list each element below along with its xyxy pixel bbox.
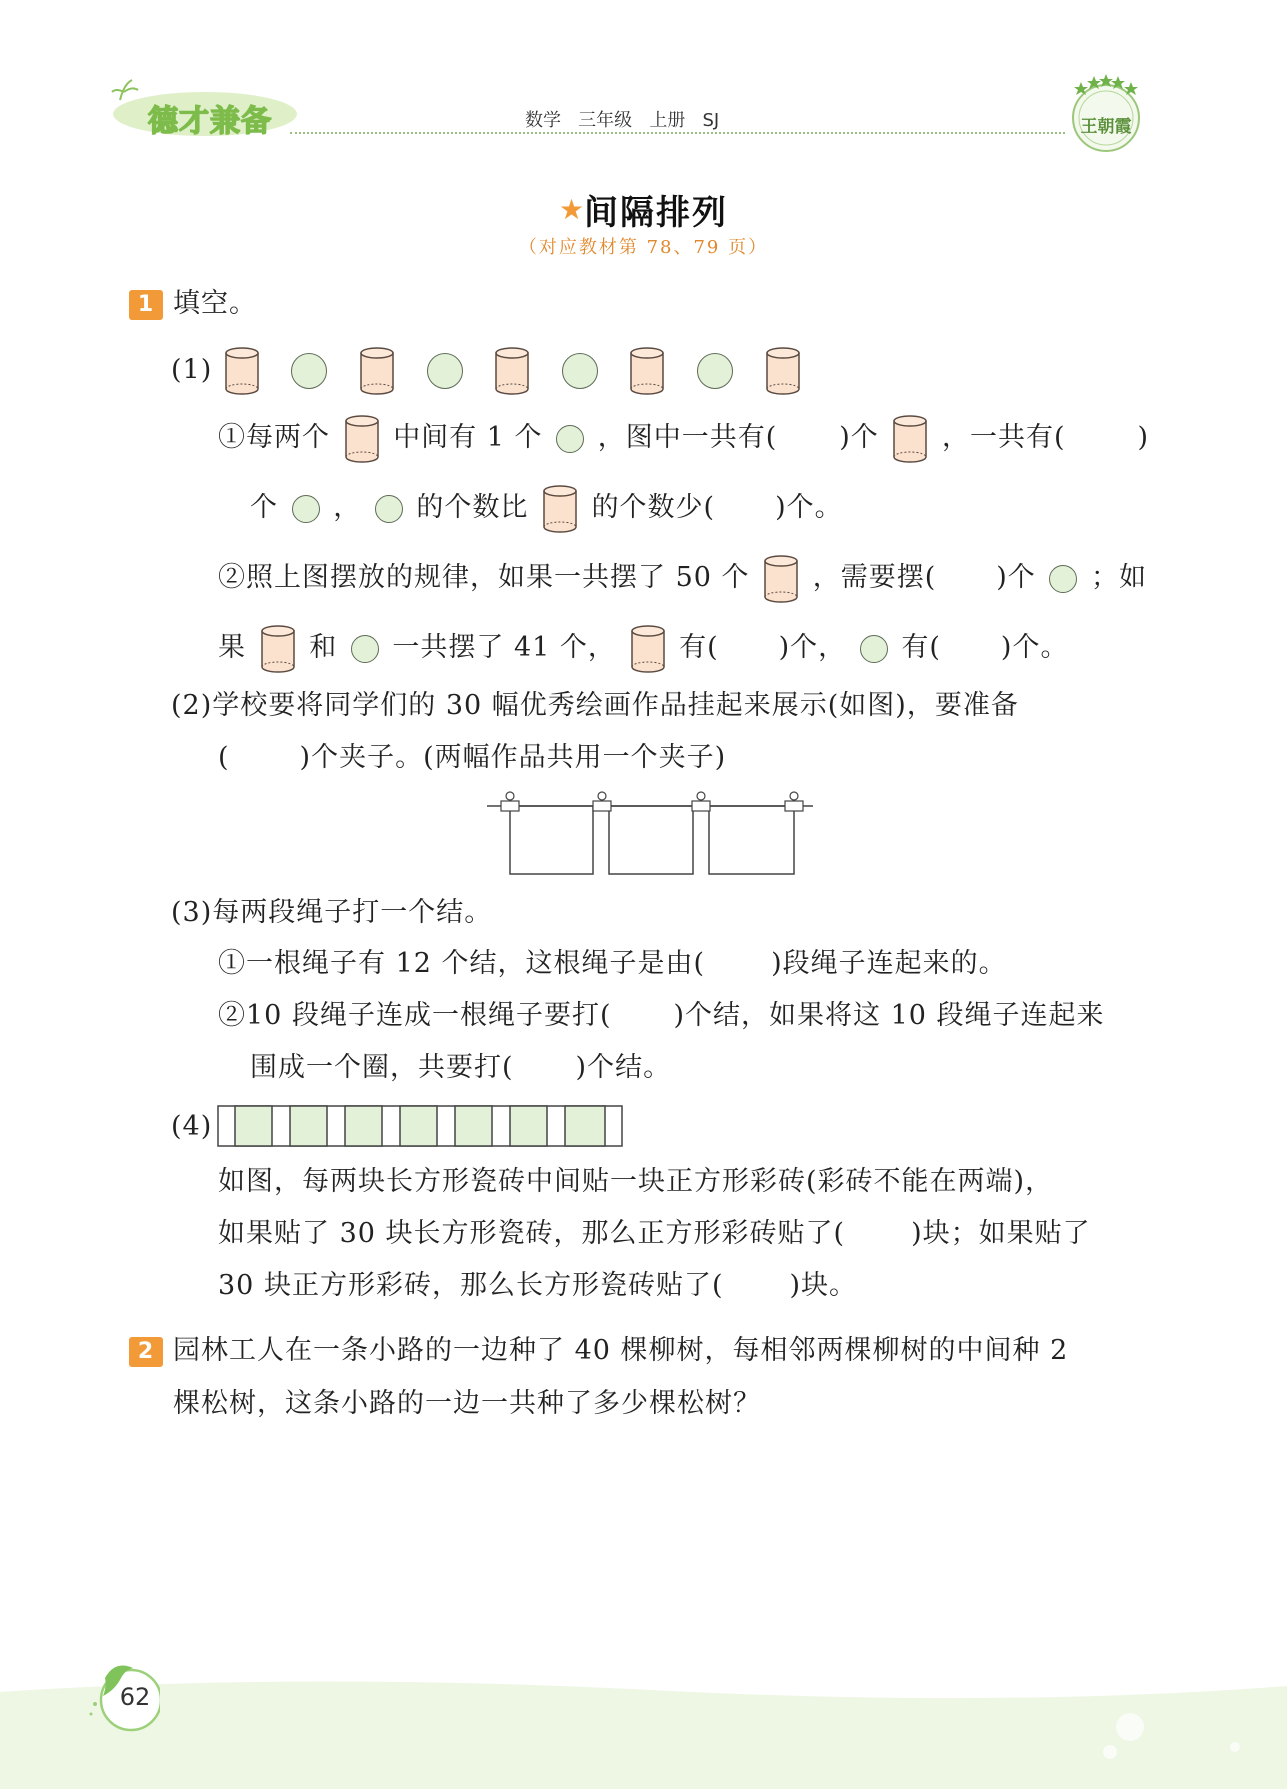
text-segment: )块。	[789, 1270, 858, 1301]
text-segment: 如果贴了 30 块长方形瓷砖，那么正方形彩砖贴了(	[218, 1218, 846, 1249]
page-subtitle: （对应教材第 78、79 页）	[518, 237, 769, 258]
text-segment: ②照上图摆放的规律，如果一共摆了 50 个	[218, 562, 750, 593]
text-segment: )个结。	[575, 1052, 672, 1083]
cylinder-icon	[763, 555, 799, 603]
cylinder-icon	[494, 347, 530, 395]
text-segment: 一共摆了 41 个，	[392, 632, 616, 663]
page-number: 62	[119, 1683, 151, 1711]
text-segment: 有(	[679, 632, 719, 663]
circle-icon	[291, 353, 327, 389]
q1-heading	[129, 284, 257, 324]
seal-text: 王朝霞	[1080, 117, 1132, 137]
q1-p3-a	[218, 944, 1007, 984]
circle-icon	[351, 635, 379, 663]
text-segment: 有(	[901, 632, 941, 663]
text-segment: )	[1137, 422, 1150, 453]
text-segment: 中间有 1 个	[393, 422, 543, 453]
text-segment: 和	[309, 632, 338, 663]
q1-p4-line1: 如图，每两块长方形瓷砖中间贴一块正方形彩砖(彩砖不能在两端)，	[218, 1166, 1054, 1197]
cylinder-icon	[224, 347, 260, 395]
circle-icon	[556, 425, 584, 453]
text-segment: )段绳子连起来的。	[771, 948, 1007, 979]
text-segment: ①每两个	[218, 422, 330, 453]
brand-title: 德才兼备	[148, 104, 272, 139]
q1-p1-b-line2	[218, 623, 1068, 673]
q1-p3-b-line1	[218, 996, 1105, 1036]
q2-line2: 棵松树，这条小路的一边一共种了多少棵松树？	[173, 1388, 761, 1419]
cylinder-icon	[542, 485, 578, 533]
text-segment: )个。	[1000, 632, 1069, 663]
text-segment: ，需要摆(	[812, 562, 937, 593]
q2-number: 2	[129, 1337, 163, 1367]
cylinder-icon	[765, 347, 801, 395]
star-icon: ★	[558, 193, 585, 226]
text-segment: )个夹子。(两幅作品共用一个夹子)	[299, 742, 727, 773]
page-title: 间隔排列	[584, 193, 729, 233]
q1-p2-line1: (2)学校要将同学们的 30 幅优秀绘画作品挂起来展示(如图)，要准备	[171, 690, 1019, 721]
circle-icon	[375, 495, 403, 523]
circle-icon	[860, 635, 888, 663]
cylinder-icon	[344, 415, 380, 463]
text-segment: 个	[250, 492, 278, 523]
subject-line: 数学 三年级 上册 SJ	[525, 110, 720, 131]
text-segment: ，	[333, 492, 362, 523]
q1-p3-b-line2	[250, 1048, 671, 1088]
circle-icon	[427, 353, 463, 389]
q1-p1-b-line1	[218, 553, 1147, 603]
q1-p1-sequence	[171, 345, 805, 395]
q2-line1	[129, 1331, 1068, 1371]
header	[0, 60, 1287, 150]
clip-icon	[501, 792, 803, 811]
circle-icon	[1049, 565, 1077, 593]
text-segment: ；如	[1091, 562, 1147, 593]
circle-icon	[292, 495, 320, 523]
text-segment: 30 块正方形彩砖，那么长方形瓷砖贴了(	[218, 1270, 724, 1301]
text-segment: ①一根绳子有 12 个结，这根绳子是由(	[218, 948, 706, 979]
text-segment: (	[218, 742, 230, 773]
q1-p4-line3	[218, 1266, 857, 1306]
text-segment: )个	[996, 562, 1036, 593]
q1-p2-line2	[218, 738, 726, 778]
q2-text: 园林工人在一条小路的一边种了 40 棵柳树，每相邻两棵柳树的中间种 2	[173, 1335, 1069, 1366]
q1-p1-a-line2	[250, 483, 843, 533]
q1-p1-a-line1	[218, 413, 1149, 463]
text-segment: 果	[218, 632, 246, 663]
text-segment: 的个数比	[416, 492, 529, 523]
text-segment: 围成一个圈，共要打(	[250, 1052, 514, 1083]
text-segment: 的个数少(	[591, 492, 716, 523]
cylinder-icon	[260, 625, 296, 673]
circle-icon	[697, 353, 733, 389]
circle-icon	[562, 353, 598, 389]
section-title	[0, 185, 1287, 234]
hanging-paintings-diagram	[485, 790, 815, 880]
text-segment: ，图中一共有(	[597, 422, 778, 453]
q1-p1-label: (1)	[171, 354, 213, 386]
text-segment: )块；如果贴了	[911, 1218, 1091, 1249]
q1-number: 1	[129, 290, 163, 320]
text-segment: )个结，如果将这 10 段绳子连起来	[673, 1000, 1105, 1031]
q1-p4-label: (4)	[171, 1111, 213, 1142]
q1-p4-line2	[218, 1214, 1091, 1254]
text-segment: )个	[839, 422, 879, 453]
cylinder-icon	[359, 347, 395, 395]
cylinder-icon	[630, 625, 666, 673]
cylinder-icon	[629, 347, 665, 395]
text-segment: ②10 段绳子连成一根绳子要打(	[218, 1000, 612, 1031]
q1-heading-text: 填空。	[173, 288, 257, 319]
tile-strip-diagram	[217, 1105, 623, 1147]
text-segment: )个，	[778, 632, 847, 663]
header-dotted-rule	[290, 132, 1065, 134]
text-segment: ，一共有(	[942, 422, 1066, 453]
q1-p3-line1: (3)每两段绳子打一个结。	[171, 897, 493, 928]
text-segment: )个。	[775, 492, 843, 523]
cylinder-icon	[892, 415, 928, 463]
footer-wave	[0, 1672, 1287, 1789]
